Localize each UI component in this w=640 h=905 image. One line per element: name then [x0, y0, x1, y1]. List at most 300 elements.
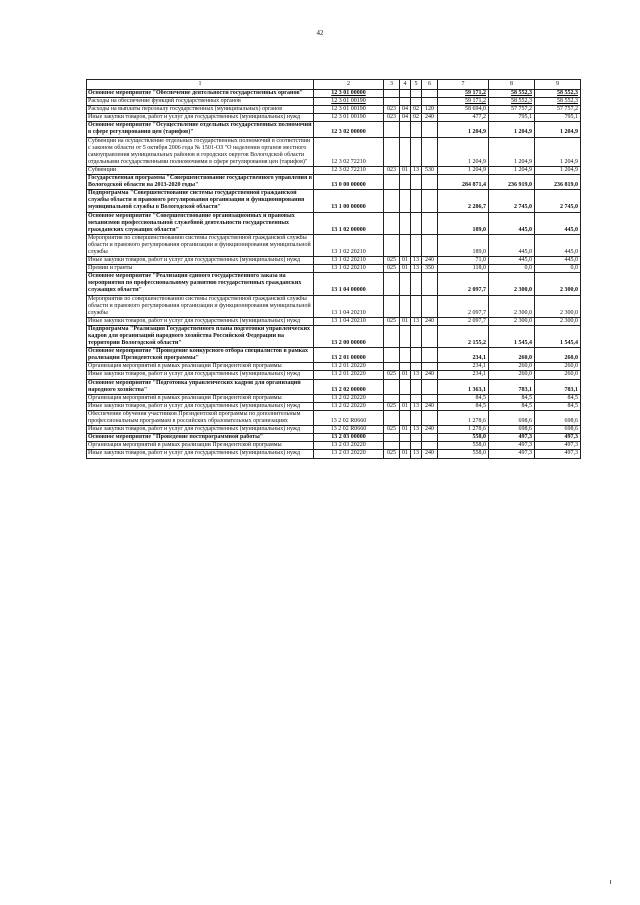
classification-code: 13 2 02 R0660	[314, 410, 384, 425]
item-name: Государственная программа "Совершенствование государственного управления в Вологодской области на 2013-2020 годы"	[88, 175, 312, 189]
table-row	[87, 106, 581, 114]
item-name: Основное мероприятие "Обеспечение деятельности государственных органов"	[87, 90, 314, 98]
item-name: Основное мероприятие "Совершенствование организационных и правовых механизмов профессиональной служебной деятельности государственных гражданских служащих области"	[87, 212, 314, 234]
section-code	[400, 295, 411, 317]
amount-2018: 558,0	[438, 442, 489, 450]
table-row	[87, 348, 581, 363]
amount-2019: 2 300,0	[489, 273, 535, 295]
item-name: Обеспечение обучения участников Президентской программы по дополнительным профессиональным программам в российских образовательных организациях	[87, 410, 314, 425]
amount-2020: 1 204,9	[535, 166, 581, 174]
subsection-code	[411, 394, 422, 402]
section-code	[400, 234, 411, 256]
department-code	[384, 212, 400, 234]
budget-table	[86, 79, 581, 459]
header-cell: 1	[87, 80, 314, 90]
header-cell: 8	[489, 80, 535, 90]
amount-2018	[438, 90, 489, 98]
subsection-code	[411, 98, 422, 106]
amount-2018	[438, 98, 489, 106]
table-row	[87, 325, 581, 347]
department-code: 025	[384, 402, 400, 410]
department-code	[384, 137, 400, 166]
subsection-code	[411, 137, 422, 166]
department-code: 023	[384, 114, 400, 122]
amount-2019: 783,1	[489, 379, 535, 394]
subsection-code	[411, 190, 422, 212]
subsection-code: 13	[411, 265, 422, 273]
expense-type-code	[422, 363, 438, 371]
table-row	[87, 166, 581, 174]
section-code	[400, 190, 411, 212]
classification-code: 13 2 00 00000	[314, 325, 384, 347]
table-row	[87, 434, 581, 442]
amount-2019: 497,3	[489, 450, 535, 458]
amount-2018: 234,1	[438, 348, 489, 363]
expense-type-code: 530	[422, 166, 438, 174]
amount-2019: 698,6	[489, 426, 535, 434]
amount-2018: 1 363,1	[438, 379, 489, 394]
item-name: Иные закупки товаров, работ и услуг для государственных (муниципальных) нужд	[87, 317, 314, 325]
department-code	[384, 325, 400, 347]
amount-2019: 445,0	[489, 212, 535, 234]
table-row	[87, 363, 581, 371]
header-cell: 3	[384, 80, 400, 90]
item-name: Основное мероприятие "Проведение постпрограммной работы"	[87, 434, 314, 442]
expense-type-code	[422, 90, 438, 98]
table-row	[87, 114, 581, 122]
item-name: Иные закупки товаров, работ и услуг для государственных (муниципальных) нужд	[87, 114, 314, 122]
amount-2019: 1 545,4	[489, 325, 535, 347]
item-name: Организация мероприятий в рамках реализации Президентской программы	[87, 363, 314, 371]
table-body	[87, 80, 581, 459]
section-code: 04	[400, 114, 411, 122]
amount-2018: 1 204,9	[438, 122, 489, 137]
table-row	[87, 212, 581, 234]
subsection-code	[411, 325, 422, 347]
amount-2018-text: 59 171,2	[465, 98, 486, 105]
amount-2019: 1 204,9	[489, 166, 535, 174]
expense-type-code: 120	[422, 106, 438, 114]
section-code	[400, 410, 411, 425]
amount-2020: 1 204,9	[535, 122, 581, 137]
table-row	[87, 190, 581, 212]
classification-code: 13 1 04 20210	[314, 317, 384, 325]
amount-2019: 57 757,2	[489, 106, 535, 114]
amount-2019: 260,0	[489, 371, 535, 379]
amount-2019	[489, 98, 535, 106]
header-cell: 5	[411, 80, 422, 90]
department-code	[384, 122, 400, 137]
amount-2020: 260,0	[535, 363, 581, 371]
section-code	[400, 212, 411, 234]
subsection-code: 02	[411, 106, 422, 114]
section-code	[400, 379, 411, 394]
amount-2019: 2 300,0	[489, 317, 535, 325]
page-number: 42	[316, 29, 324, 37]
expense-type-code: 240	[422, 257, 438, 265]
section-code: 01	[400, 450, 411, 458]
amount-2020	[535, 98, 581, 106]
expense-type-code: 240	[422, 450, 438, 458]
section-code: 01	[400, 317, 411, 325]
department-code: 023	[384, 106, 400, 114]
table-row	[87, 426, 581, 434]
table-row	[87, 379, 581, 394]
classification-code: 12 3 01 00190	[314, 106, 384, 114]
section-code	[400, 273, 411, 295]
expense-type-code	[422, 348, 438, 363]
amount-2019: 2 745,0	[489, 190, 535, 212]
subsection-code	[411, 122, 422, 137]
amount-2020: 497,3	[535, 434, 581, 442]
subsection-code	[411, 363, 422, 371]
amount-2019: 1 204,9	[489, 122, 535, 137]
department-code: 025	[384, 317, 400, 325]
amount-2019: 84,5	[489, 394, 535, 402]
department-code	[384, 442, 400, 450]
table-row	[87, 410, 581, 425]
expense-type-code	[422, 98, 438, 106]
header-cell: 2	[314, 80, 384, 90]
table-row	[87, 122, 581, 137]
expense-type-code	[422, 122, 438, 137]
amount-2020: 795,1	[535, 114, 581, 122]
classification-code-text: 12 3 01 00000	[331, 90, 366, 96]
item-name: Расходы на выплаты персоналу государственных (муниципальных) органов	[87, 106, 314, 114]
subsection-code	[411, 175, 422, 190]
amount-2019: 497,3	[489, 434, 535, 442]
department-code: 025	[384, 265, 400, 273]
amount-2019: 497,3	[489, 442, 535, 450]
item-name: Подпрограмма "Реализация Государственного плана подготовки управленческих кадров для организаций народного хозяйства Российской Федерации на территории Вологодской области"	[87, 325, 314, 347]
section-code	[400, 90, 411, 98]
amount-2019	[489, 90, 535, 98]
expense-type-code	[422, 442, 438, 450]
amount-2020: 783,1	[535, 379, 581, 394]
expense-type-code	[422, 379, 438, 394]
amount-2020: 497,3	[535, 442, 581, 450]
subsection-code	[411, 442, 422, 450]
header-row	[87, 80, 581, 90]
department-code: 025	[384, 450, 400, 458]
table-row	[87, 402, 581, 410]
expense-type-code	[422, 434, 438, 442]
item-name: Основное мероприятие "Подготовка управленческих кадров для организаций народного хозяйства"	[87, 379, 314, 394]
amount-2018: 84,5	[438, 394, 489, 402]
section-code: 01	[400, 402, 411, 410]
item-name: Основное мероприятие "Реализация единого государственного заказа на мероприятия по профессиональному развитию государственных гражданских служащих области"	[87, 273, 314, 295]
subsection-code: 02	[411, 114, 422, 122]
amount-2018: 1 204,9	[438, 166, 489, 174]
classification-code: 13 1 00 00000	[314, 190, 384, 212]
classification-code: 13 1 04 00000	[314, 273, 384, 295]
amount-2019: 698,6	[489, 410, 535, 425]
amount-2020: 84,5	[535, 394, 581, 402]
department-code	[384, 379, 400, 394]
item-name: Расходы на обеспечение функций государственных органов	[87, 98, 314, 106]
section-code	[400, 137, 411, 166]
classification-code: 13 2 03 20220	[314, 450, 384, 458]
classification-code	[314, 98, 384, 106]
subsection-code	[411, 295, 422, 317]
table-row	[87, 371, 581, 379]
section-code: 01	[400, 257, 411, 265]
section-code	[400, 122, 411, 137]
section-code	[400, 434, 411, 442]
classification-code: 12 3 02 72210	[314, 166, 384, 174]
subsection-code	[411, 234, 422, 256]
amount-2018: 71,0	[438, 257, 489, 265]
amount-2019: 2 300,0	[489, 295, 535, 317]
item-name: Иные закупки товаров, работ и услуг для государственных (муниципальных) нужд	[87, 257, 314, 265]
department-code	[384, 190, 400, 212]
amount-2020: 445,0	[535, 212, 581, 234]
amount-2020: 1 204,9	[535, 137, 581, 166]
subsection-code: 13	[411, 402, 422, 410]
subsection-code: 13	[411, 426, 422, 434]
amount-2020: 57 757,2	[535, 106, 581, 114]
section-code	[400, 325, 411, 347]
amount-2020-text: 58 552,3	[557, 90, 578, 96]
amount-2020: 2 300,0	[535, 317, 581, 325]
section-code	[400, 363, 411, 371]
amount-2019: 0,0	[489, 265, 535, 273]
classification-code: 13 2 03 20220	[314, 442, 384, 450]
classification-code: 13 2 02 R0660	[314, 426, 384, 434]
amount-2020: 698,6	[535, 426, 581, 434]
amount-2018: 234,1	[438, 371, 489, 379]
subsection-code	[411, 273, 422, 295]
table-row	[87, 317, 581, 325]
classification-code: 13 1 02 20210	[314, 257, 384, 265]
subsection-code	[411, 434, 422, 442]
amount-2019: 260,0	[489, 363, 535, 371]
amount-2020	[535, 90, 581, 98]
department-code	[384, 273, 400, 295]
amount-2019: 445,0	[489, 257, 535, 265]
expense-type-code	[422, 175, 438, 190]
classification-code: 13 2 02 00000	[314, 379, 384, 394]
header-cell: 6	[422, 80, 438, 90]
amount-2019: 795,1	[489, 114, 535, 122]
expense-type-code	[422, 325, 438, 347]
section-code: 01	[400, 265, 411, 273]
classification-code: 13 1 04 20210	[314, 295, 384, 317]
expense-type-code	[422, 394, 438, 402]
expense-type-code: 240	[422, 402, 438, 410]
expense-type-code	[422, 295, 438, 317]
department-code	[384, 295, 400, 317]
classification-code: 12 3 02 72210	[314, 137, 384, 166]
item-name: Основное мероприятие "Проведение конкурсного отбора специалистов в рамках реализации Президентской программы"	[87, 348, 314, 363]
classification-code: 13 2 02 20220	[314, 394, 384, 402]
amount-2018: 558,0	[438, 434, 489, 442]
amount-2018: 2 097,7	[438, 295, 489, 317]
header-cell: 4	[400, 80, 411, 90]
amount-2019: 1 204,9	[489, 137, 535, 166]
amount-2019: 84,5	[489, 402, 535, 410]
subsection-code	[411, 410, 422, 425]
classification-code: 13 2 01 00000	[314, 348, 384, 363]
table-row	[87, 450, 581, 458]
section-code	[400, 394, 411, 402]
expense-type-code	[422, 137, 438, 166]
amount-2020: 0,0	[535, 265, 581, 273]
amount-2018: 2 097,7	[438, 317, 489, 325]
item-name: Организация мероприятий в рамках реализации Президентской программы	[87, 394, 314, 402]
item-name: Мероприятия по совершенствованию системы государственной гражданской службы области и правового регулирования организации и функционирования муниципальной службы	[87, 295, 314, 317]
amount-2018: 234,1	[438, 363, 489, 371]
department-code	[384, 363, 400, 371]
header-cell: 9	[535, 80, 581, 90]
item-name: Мероприятия по совершенствованию системы государственной гражданской службы области и правового регулирования организации и функционирования муниципальной службы	[87, 234, 314, 256]
amount-2018: 189,0	[438, 212, 489, 234]
amount-2018-text: 59 171,2	[465, 90, 486, 96]
expense-type-code: 350	[422, 265, 438, 273]
amount-2018: 58 694,0	[438, 106, 489, 114]
expense-type-code: 240	[422, 114, 438, 122]
classification-code: 13 1 02 20210	[314, 234, 384, 256]
amount-2019: 445,0	[489, 234, 535, 256]
amount-2020: 2 300,0	[535, 295, 581, 317]
amount-2020: 1 545,4	[535, 325, 581, 347]
department-code	[384, 434, 400, 442]
amount-2020: 497,3	[535, 450, 581, 458]
table-row	[87, 137, 581, 166]
department-code	[384, 90, 400, 98]
amount-2019: 260,0	[489, 348, 535, 363]
department-code	[384, 175, 400, 190]
classification-code: 12 3 01 00190	[314, 114, 384, 122]
table-row	[87, 442, 581, 450]
subsection-code: 13	[411, 371, 422, 379]
item-name: Организация мероприятий в рамках реализации Президентской программы	[87, 442, 314, 450]
table-row	[87, 257, 581, 265]
classification-code: 13 1 02 20210	[314, 265, 384, 273]
table-row	[87, 98, 581, 106]
amount-2018: 284 871,4	[438, 175, 489, 190]
department-code	[384, 410, 400, 425]
table-row	[87, 234, 581, 256]
amount-2018: 1 278,6	[438, 410, 489, 425]
amount-2020: 84,5	[535, 402, 581, 410]
expense-type-code	[422, 190, 438, 212]
header-cell: 7	[438, 80, 489, 90]
item-name: Подпрограмма "Совершенствование системы государственной гражданской службы области и правового регулирования организации и функционирования муниципальной службы в Вологодской области"	[87, 190, 314, 212]
amount-2020-text: 58 552,3	[557, 98, 578, 105]
item-name: Иные закупки товаров, работ и услуг для государственных (муниципальных) нужд	[87, 402, 314, 410]
section-code	[400, 175, 411, 190]
classification-code: 13 2 01 20220	[314, 363, 384, 371]
amount-2018: 1 204,9	[438, 137, 489, 166]
item-name: Иные закупки товаров, работ и услуг для государственных (муниципальных) нужд	[87, 426, 314, 434]
subsection-code	[411, 348, 422, 363]
amount-2020: 260,0	[535, 348, 581, 363]
department-code: 025	[384, 371, 400, 379]
item-name: Субвенции	[87, 166, 314, 174]
classification-code: 13 1 02 00000	[314, 212, 384, 234]
section-code	[400, 442, 411, 450]
amount-2018: 477,2	[438, 114, 489, 122]
expense-type-code	[422, 234, 438, 256]
amount-2018: 2 097,7	[438, 273, 489, 295]
subsection-code	[411, 90, 422, 98]
expense-type-code	[422, 273, 438, 295]
item-name: Премии и гранты	[87, 265, 314, 273]
subsection-code: 13	[411, 166, 422, 174]
department-code	[384, 348, 400, 363]
section-code	[400, 348, 411, 363]
item-name: Иные закупки товаров, работ и услуг для государственных (муниципальных) нужд	[87, 371, 314, 379]
classification-code: 13 2 01 20220	[314, 371, 384, 379]
section-code: 04	[400, 106, 411, 114]
amount-2018: 558,0	[438, 450, 489, 458]
item-name: Иные закупки товаров, работ и услуг для государственных (муниципальных) нужд	[87, 450, 314, 458]
table-row	[87, 295, 581, 317]
amount-2018: 2 286,7	[438, 190, 489, 212]
amount-2019-text: 58 552,3	[511, 98, 532, 105]
item-name: Основное мероприятие "Осуществление отдельных государственных полномочий в сфере регулирования цен (тарифов)"	[88, 122, 312, 136]
department-code	[384, 98, 400, 106]
amount-2018: 84,5	[438, 402, 489, 410]
expense-type-code: 240	[422, 317, 438, 325]
classification-code: 13 2 03 00000	[314, 434, 384, 442]
classification-code	[314, 90, 384, 98]
section-code: 01	[400, 371, 411, 379]
subsection-code: 13	[411, 317, 422, 325]
amount-2020: 260,0	[535, 371, 581, 379]
amount-2020: 236 819,0	[535, 175, 581, 190]
classification-code: 13 0 00 00000	[314, 175, 384, 190]
scan-mark	[610, 880, 611, 884]
expense-type-code: 240	[422, 426, 438, 434]
amount-2020: 698,6	[535, 410, 581, 425]
subsection-code	[411, 212, 422, 234]
amount-2020: 2 300,0	[535, 273, 581, 295]
section-code: 01	[400, 426, 411, 434]
expense-type-code	[422, 212, 438, 234]
department-code: 025	[384, 257, 400, 265]
department-code: 025	[384, 426, 400, 434]
amount-2019-text: 58 552,3	[511, 90, 532, 96]
subsection-code: 13	[411, 257, 422, 265]
expense-type-code: 240	[422, 371, 438, 379]
table-row	[87, 273, 581, 295]
table-row	[87, 175, 581, 190]
amount-2020: 2 745,0	[535, 190, 581, 212]
amount-2019: 236 919,0	[489, 175, 535, 190]
amount-2018: 2 155,2	[438, 325, 489, 347]
table-row	[87, 90, 581, 98]
classification-code: 12 3 02 00000	[314, 122, 384, 137]
subsection-code	[411, 379, 422, 394]
amount-2020: 445,0	[535, 234, 581, 256]
department-code	[384, 234, 400, 256]
amount-2018: 189,0	[438, 234, 489, 256]
subsection-code: 13	[411, 450, 422, 458]
amount-2018: 1 278,6	[438, 426, 489, 434]
classification-code-text: 12 3 01 00190	[331, 98, 366, 105]
section-code	[400, 98, 411, 106]
department-code: 023	[384, 166, 400, 174]
item-name: Субвенции на осуществление отдельных государственных полномочий в соответствии с законом области от 5 октября 2006 года № 1501-ОЗ "О наделении органов местного самоуправления муниципальных районов и городских округов Вологодской области отдельными государственными полномочиями в сфере регулирования цен (тарифов)"	[87, 137, 314, 166]
amount-2018: 118,0	[438, 265, 489, 273]
section-code: 01	[400, 166, 411, 174]
classification-code: 13 2 02 20220	[314, 402, 384, 410]
department-code	[384, 394, 400, 402]
table-row	[87, 265, 581, 273]
amount-2020: 445,0	[535, 257, 581, 265]
